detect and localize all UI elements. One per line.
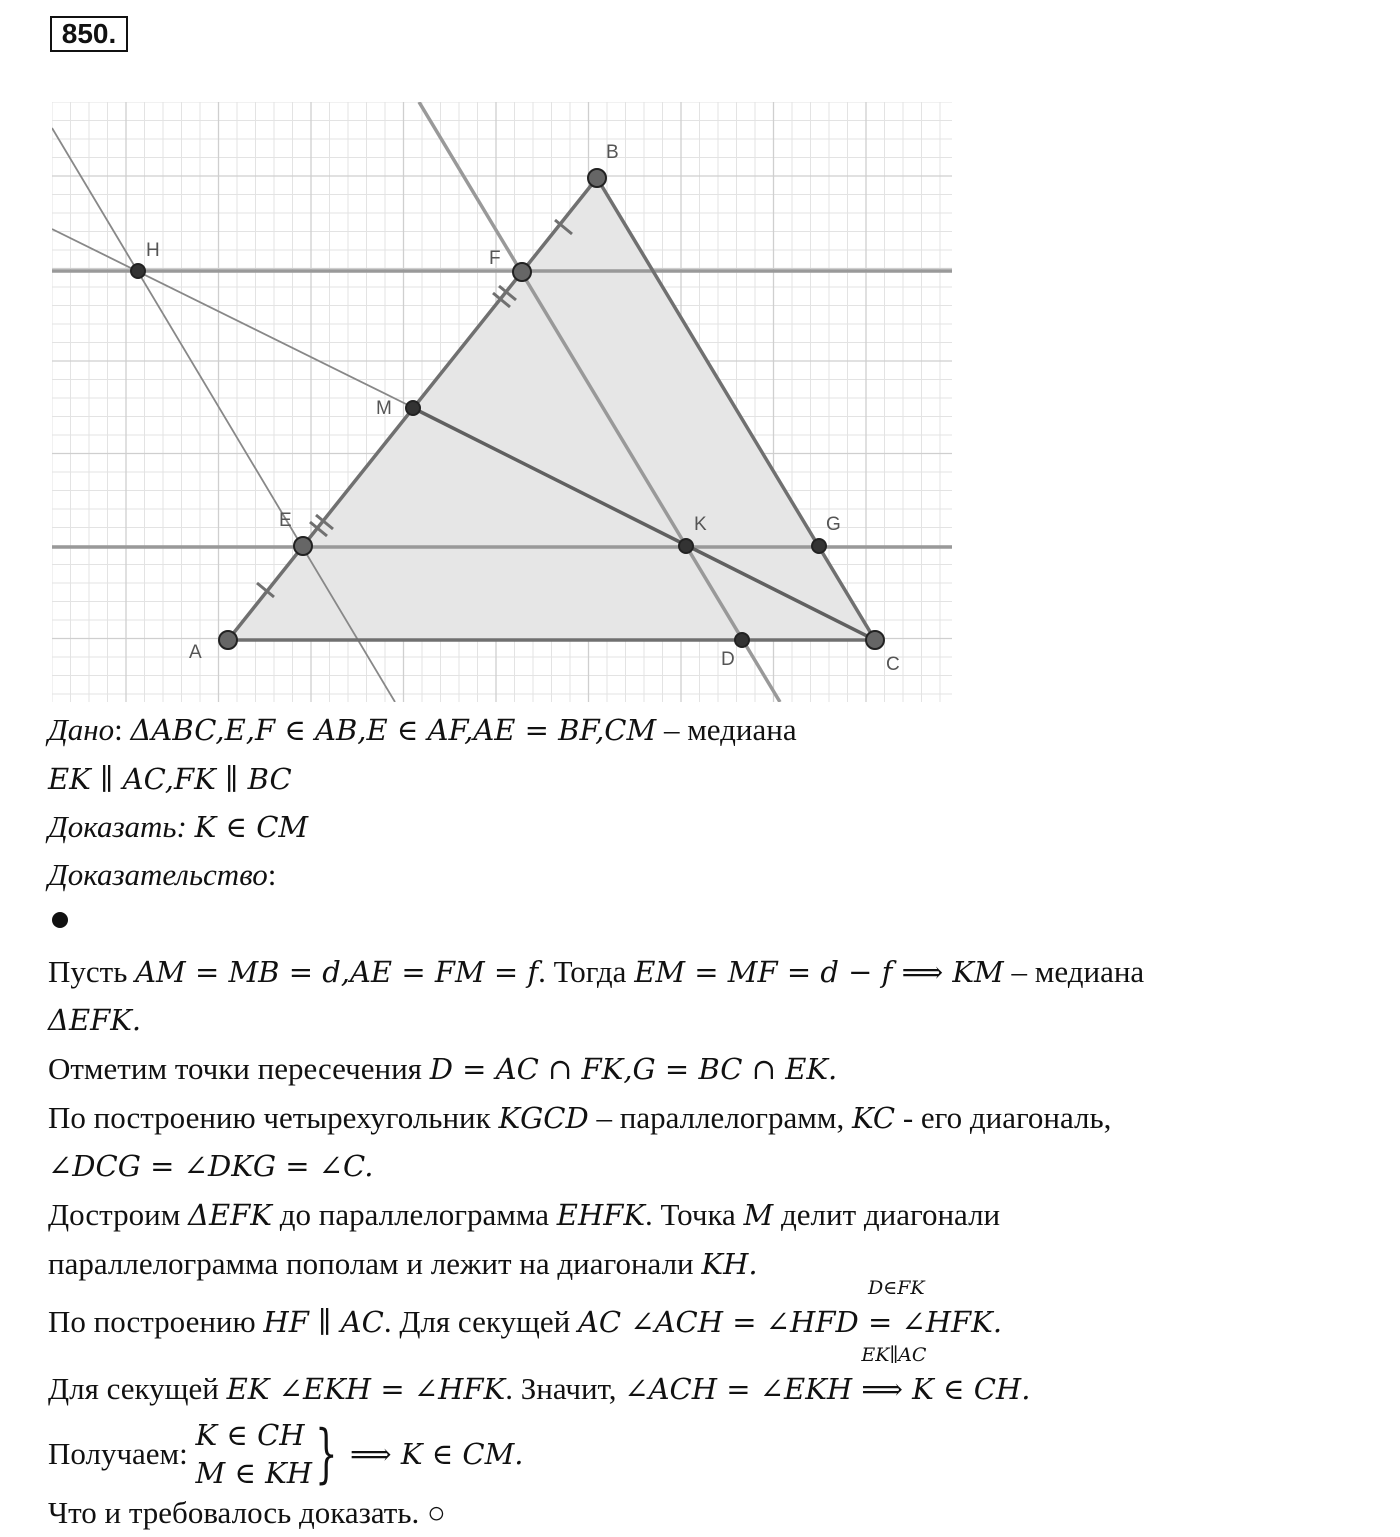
label-h: H [146, 240, 160, 261]
label-g: G [826, 514, 841, 535]
label-b: B [606, 142, 619, 163]
proof-line-5 [48, 1244, 758, 1284]
given-math: ΔABC,E,F ∈ AB,E ∈ AF,AE = BF,CM [130, 713, 657, 747]
given-line-1: Дано: ΔABC,E,F ∈ AB,E ∈ AF,AE = BF,CM – медиана [48, 712, 797, 747]
proof-line-7 [48, 1344, 1031, 1409]
prove-label: Доказать: [48, 809, 195, 844]
point-k [679, 539, 693, 553]
proof-line-1b: ΔEFK. [48, 1003, 142, 1037]
line-hm [52, 229, 414, 408]
p3-text-c: - его диагональ, [895, 1100, 1112, 1135]
given-line-2: EK ∥ AC,FK ∥ BC [48, 762, 292, 796]
p6-text-a: По построению [48, 1304, 264, 1339]
triangle-abc-fill [228, 178, 875, 640]
p2-text: Отметим точки пересечения [48, 1051, 430, 1086]
label-k: K [694, 514, 707, 535]
proof-conclusion: Что и требовалось доказать. ○ [48, 1495, 446, 1530]
p1-text-a: Пусть [48, 954, 136, 989]
proof-label: Доказательство [48, 857, 268, 892]
p5-text: параллелограмма пополам и лежит на диагонали [48, 1246, 702, 1281]
proof-line-2 [48, 1049, 837, 1089]
proof-heading: Доказательство: [48, 857, 277, 892]
prove-line [48, 807, 308, 847]
label-a: A [189, 642, 202, 663]
p6-condition: D∈FK [867, 1277, 925, 1299]
p4-text-a: Достроим [48, 1197, 189, 1232]
given-tail: – медиана [656, 712, 797, 747]
p6-math-2: AC ∠ACH = ∠HFD [577, 1305, 868, 1339]
proof-line-3b: ∠DCG = ∠DKG = ∠C. [48, 1149, 374, 1183]
p4-math-2: EHFK [556, 1198, 646, 1232]
point-c [866, 631, 884, 649]
p7-stacked-arrow [861, 1344, 927, 1409]
line-ch [52, 128, 395, 702]
p1-text-c: – медиана [1003, 954, 1145, 989]
p4-math-3: M [743, 1198, 774, 1232]
proof-line-6 [48, 1277, 1003, 1342]
p8-system-row-1: K ∈ CH [195, 1417, 305, 1452]
p1-math-2: EM = MF = d − f ⟹ KM [634, 955, 1004, 989]
geometry-figure [52, 102, 952, 702]
p7-math-1: EK ∠EKH = ∠HFK [226, 1372, 506, 1406]
label-f: F [489, 248, 501, 269]
p4-text-c: . Точка [645, 1197, 744, 1232]
p2-math: D = AC ∩ FK,G = BC ∩ EK. [429, 1052, 838, 1086]
point-h [131, 264, 145, 278]
p3-math-1: KGCD [498, 1101, 589, 1135]
p1-math-1: AM = MB = d,AE = FM = f [135, 955, 539, 989]
problem-number: 850. [50, 16, 128, 52]
label-m: M [376, 398, 392, 419]
p7-math-2: ∠ACH = ∠EKH [624, 1372, 862, 1406]
p8-brace: } [315, 1416, 338, 1491]
p3-math-2: KC [852, 1101, 896, 1135]
point-e [294, 537, 312, 555]
p4-text-b: до параллелограмма [271, 1197, 557, 1232]
p7-text-a: Для секущей [48, 1371, 227, 1406]
p8-system [196, 1416, 313, 1492]
point-b [588, 169, 606, 187]
p8-system-row-2: M ∈ KH [195, 1455, 313, 1490]
p7-math-3: K ∈ CH. [902, 1372, 1031, 1406]
p7-condition: EK∥AC [861, 1344, 927, 1366]
label-e: E [279, 510, 292, 531]
proof-line-4 [48, 1195, 1000, 1235]
label-c: C [886, 654, 900, 675]
p1-text-b: . Тогда [538, 954, 635, 989]
label-d: D [721, 649, 735, 670]
p6-eq-sign: = [867, 1305, 893, 1339]
p5-math: KH. [701, 1247, 758, 1281]
p4-text-d: делит диагонали [773, 1197, 1001, 1232]
p8-math: ⟹ K ∈ CM. [340, 1436, 524, 1471]
proof-line-3 [48, 1098, 1111, 1138]
p3-text-a: По построению четырехугольник [48, 1100, 499, 1135]
p6-text-b: . Для секущей [383, 1304, 578, 1339]
proof-line-1 [48, 952, 1144, 992]
p7-text-b: . Значит, [505, 1371, 625, 1406]
p4-math-1: ΔEFK [188, 1198, 272, 1232]
point-a [219, 631, 237, 649]
point-d [735, 633, 749, 647]
point-f [513, 263, 531, 281]
p6-math-1: HF ∥ AC [263, 1305, 384, 1339]
p6-math-3: ∠HFK. [892, 1305, 1003, 1339]
given-label: Дано [48, 712, 115, 747]
proof-line-8 [48, 1413, 524, 1492]
p3-text-b: – параллелограмм, [588, 1100, 852, 1135]
p7-arrow: ⟹ [861, 1372, 903, 1406]
point-m [406, 401, 420, 415]
p8-text: Получаем: [48, 1435, 196, 1471]
prove-math: K ∈ CM [194, 810, 309, 844]
bullet [52, 912, 68, 928]
point-g [812, 539, 826, 553]
